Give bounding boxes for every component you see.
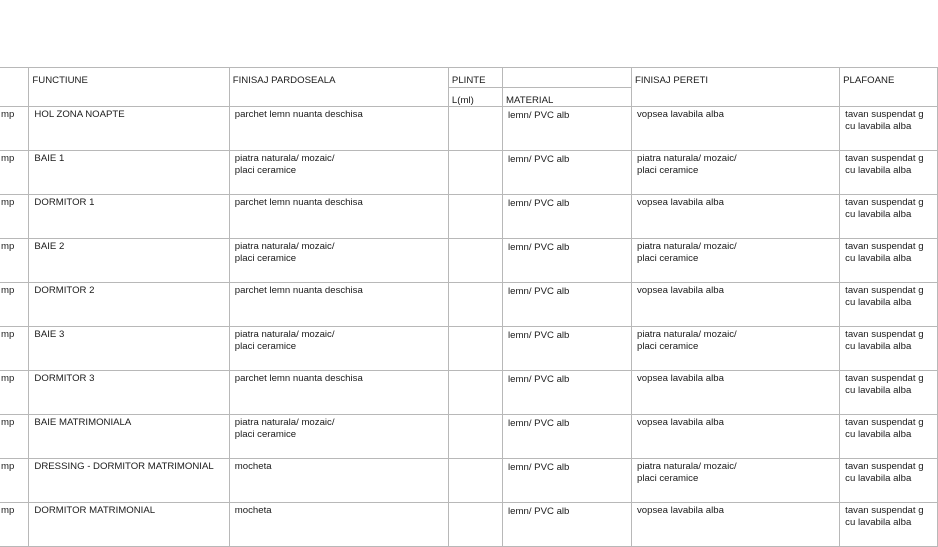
plinte-material-cell: lemn/ PVC alb	[503, 459, 632, 503]
plafoane-cell: tavan suspendat g cu lavabila alba	[840, 195, 938, 239]
functiune-cell: HOL ZONA NOAPTE	[29, 107, 229, 151]
finisaj-pardoseala-cell: parchet lemn nuanta deschisa	[229, 107, 448, 151]
finisaj-pardoseala-cell: parchet lemn nuanta deschisa	[229, 195, 448, 239]
finisaj-pardoseala-cell: piatra naturala/ mozaic/ placi ceramice	[229, 327, 448, 371]
table-row	[0, 415, 938, 459]
plinte-lml-cell	[448, 415, 502, 459]
plafoane-cell: tavan suspendat g cu lavabila alba	[840, 107, 938, 151]
table-row	[0, 151, 938, 195]
table-row	[0, 239, 938, 283]
finisaj-pereti-cell: piatra naturala/ mozaic/ placi ceramice	[631, 239, 839, 283]
functiune-cell: BAIE MATRIMONIALA	[29, 415, 229, 459]
table-row	[0, 371, 938, 415]
table-row	[0, 195, 938, 239]
finisaj-pardoseala-cell: piatra naturala/ mozaic/ placi ceramice	[229, 415, 448, 459]
header-plinte-lml: L(ml)	[448, 87, 502, 107]
finisaj-pereti-cell: vopsea lavabila alba	[631, 195, 839, 239]
plafoane-cell: tavan suspendat g cu lavabila alba	[840, 503, 938, 547]
plinte-lml-cell	[448, 371, 502, 415]
plinte-material-cell: lemn/ PVC alb	[503, 195, 632, 239]
header-finisaj-pereti: FINISAJ PERETI	[631, 68, 839, 107]
finisaj-pereti-cell: piatra naturala/ mozaic/ placi ceramice	[631, 459, 839, 503]
finishes-table	[0, 67, 938, 547]
finisaj-pereti-cell: vopsea lavabila alba	[631, 107, 839, 151]
unit-cell: mp	[0, 327, 29, 371]
finishes-table-sheet	[0, 67, 938, 547]
table-row	[0, 503, 938, 547]
plafoane-cell: tavan suspendat g cu lavabila alba	[840, 371, 938, 415]
unit-cell: mp	[0, 151, 29, 195]
finisaj-pardoseala-cell: mocheta	[229, 459, 448, 503]
table-row	[0, 459, 938, 503]
plinte-lml-cell	[448, 239, 502, 283]
plafoane-cell: tavan suspendat g cu lavabila alba	[840, 283, 938, 327]
plinte-lml-cell	[448, 107, 502, 151]
plinte-lml-cell	[448, 459, 502, 503]
header-plafoane: PLAFOANE	[840, 68, 938, 107]
functiune-cell: DORMITOR 2	[29, 283, 229, 327]
plinte-lml-cell	[448, 327, 502, 371]
plafoane-cell: tavan suspendat g cu lavabila alba	[840, 415, 938, 459]
unit-cell: mp	[0, 239, 29, 283]
finisaj-pereti-cell: vopsea lavabila alba	[631, 503, 839, 547]
table-row	[0, 107, 938, 151]
table-row	[0, 283, 938, 327]
header-functiune: FUNCTIUNE	[29, 68, 229, 107]
functiune-cell: DRESSING - DORMITOR MATRIMONIAL	[29, 459, 229, 503]
table-row	[0, 327, 938, 371]
functiune-cell: DORMITOR 3	[29, 371, 229, 415]
plinte-material-cell: lemn/ PVC alb	[503, 327, 632, 371]
plinte-lml-cell	[448, 503, 502, 547]
unit-cell: mp	[0, 415, 29, 459]
header-finisaj-pardoseala: FINISAJ PARDOSEALA	[229, 68, 448, 107]
finisaj-pardoseala-cell: piatra naturala/ mozaic/ placi ceramice	[229, 151, 448, 195]
plinte-material-cell: lemn/ PVC alb	[503, 371, 632, 415]
functiune-cell: BAIE 2	[29, 239, 229, 283]
plinte-material-cell: lemn/ PVC alb	[503, 415, 632, 459]
header-plinte-blank	[503, 68, 632, 88]
functiune-cell: BAIE 3	[29, 327, 229, 371]
functiune-cell: BAIE 1	[29, 151, 229, 195]
plinte-material-cell: lemn/ PVC alb	[503, 283, 632, 327]
finisaj-pardoseala-cell: piatra naturala/ mozaic/ placi ceramice	[229, 239, 448, 283]
plinte-material-cell: lemn/ PVC alb	[503, 239, 632, 283]
unit-cell: mp	[0, 503, 29, 547]
unit-cell: mp	[0, 195, 29, 239]
finisaj-pardoseala-cell: parchet lemn nuanta deschisa	[229, 371, 448, 415]
finisaj-pereti-cell: piatra naturala/ mozaic/ placi ceramice	[631, 327, 839, 371]
plinte-lml-cell	[448, 151, 502, 195]
functiune-cell: DORMITOR 1	[29, 195, 229, 239]
plafoane-cell: tavan suspendat g cu lavabila alba	[840, 151, 938, 195]
finisaj-pardoseala-cell: mocheta	[229, 503, 448, 547]
finisaj-pereti-cell: vopsea lavabila alba	[631, 283, 839, 327]
finisaj-pereti-cell: vopsea lavabila alba	[631, 415, 839, 459]
plinte-lml-cell	[448, 195, 502, 239]
header-plinte: PLINTE	[448, 68, 502, 88]
unit-cell: mp	[0, 283, 29, 327]
plinte-material-cell: lemn/ PVC alb	[503, 151, 632, 195]
header-plinte-material: MATERIAL	[503, 87, 632, 107]
header-col0	[0, 68, 29, 107]
functiune-cell: DORMITOR MATRIMONIAL	[29, 503, 229, 547]
finisaj-pardoseala-cell: parchet lemn nuanta deschisa	[229, 283, 448, 327]
plinte-material-cell: lemn/ PVC alb	[503, 107, 632, 151]
unit-cell: mp	[0, 459, 29, 503]
table-header-row	[0, 68, 938, 88]
plafoane-cell: tavan suspendat g cu lavabila alba	[840, 239, 938, 283]
table-body	[0, 107, 938, 547]
finisaj-pereti-cell: piatra naturala/ mozaic/ placi ceramice	[631, 151, 839, 195]
plafoane-cell: tavan suspendat g cu lavabila alba	[840, 459, 938, 503]
unit-cell: mp	[0, 371, 29, 415]
plinte-material-cell: lemn/ PVC alb	[503, 503, 632, 547]
plinte-lml-cell	[448, 283, 502, 327]
plafoane-cell: tavan suspendat g cu lavabila alba	[840, 327, 938, 371]
finisaj-pereti-cell: vopsea lavabila alba	[631, 371, 839, 415]
unit-cell: mp	[0, 107, 29, 151]
